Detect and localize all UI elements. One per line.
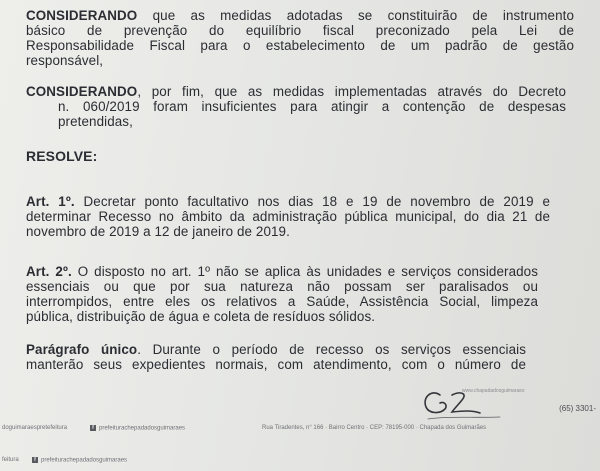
footer-facebook — [90, 425, 185, 432]
paragraph-text: . Durante o período de recesso os serviços essenciais — [137, 342, 526, 357]
footer-handle: feitura — [2, 457, 19, 463]
considerando-paragraph-1 — [26, 8, 574, 68]
paragrafo-unico — [26, 342, 526, 372]
article-1-label: Art. 1º. — [26, 194, 75, 209]
considerando-heading: CONSIDERANDO — [26, 84, 138, 99]
facebook-icon: f — [90, 425, 96, 431]
paragraph-line: básico de prevenção do equilíbrio fiscal preconizado pela Lei de — [26, 23, 574, 38]
resolve-heading: RESOLVE: — [26, 148, 98, 164]
paragraph-line: manterão seus expedientes normais, com atendimento, com o número de — [26, 357, 526, 372]
footer-address: Rua Tiradentes, n° 166 · Bairro Centro · CEP: 78195-000 · Chapada dos Guimarães — [262, 425, 487, 431]
paragraph-line — [26, 342, 526, 357]
footer-facebook — [32, 457, 127, 464]
paragraph-line — [26, 84, 566, 99]
paragraph-line — [26, 194, 550, 209]
paragraph-line: determinar Recesso no âmbito da administração pública municipal, do dia 21 de — [26, 209, 550, 224]
paragraph-line: Responsabilidade Fiscal para o estabelecimento de um padrão de gestão — [26, 38, 574, 53]
paragraph-line: interrompidos, entre eles os relativos a Saúde, Assistência Social, limpeza — [26, 294, 538, 309]
paragraph-line: pública, distribuição de água e coleta de resíduos sólidos. — [26, 309, 376, 324]
paragraph-line: pretendidas, — [58, 114, 133, 129]
paragraph-line — [26, 8, 574, 23]
paragraph-line: novembro de 2019 a 12 de janeiro de 2019. — [26, 224, 290, 239]
paragraph-line: n. 060/2019 foram insuficientes para atingir a contenção de despesas — [58, 99, 566, 114]
article-1 — [26, 194, 550, 239]
footer-facebook-text: prefeiturachepadadosguimaraes — [99, 425, 186, 432]
paragraph-line: essenciais ou que por sua natureza não possam ser paralisados ou — [26, 279, 538, 294]
article-2 — [26, 264, 538, 324]
facebook-icon: f — [32, 457, 38, 463]
article-2-label: Art. 2º. — [26, 264, 72, 279]
footer-facebook-text: prefeiturachepadadosguimaraes — [41, 457, 128, 464]
considerando-paragraph-2 — [26, 84, 566, 129]
paragraph-line: responsável, — [26, 53, 104, 68]
paragraph-text: O disposto no art. 1º não se aplica às unidades e serviços considerados — [71, 264, 538, 279]
considerando-heading: CONSIDERANDO — [26, 8, 138, 23]
paragrafo-unico-label: Parágrafo único — [26, 342, 138, 357]
paragraph-text: que as medidas adotadas se constituirão de instrumento — [137, 8, 574, 23]
paragraph-line — [26, 264, 538, 279]
footer-phone: (65) 3301- — [559, 404, 596, 413]
footer-handle: doguimaraespretefeitura — [2, 425, 68, 431]
paragraph-text: , por fim, que as medidas implementadas através do Decreto — [137, 84, 566, 99]
paragraph-text: Decretar ponto facultativo nos dias 18 e 19 de novembro de 2019 e — [74, 194, 551, 209]
footer-website: www.chapadadosguimaraes — [462, 388, 525, 394]
